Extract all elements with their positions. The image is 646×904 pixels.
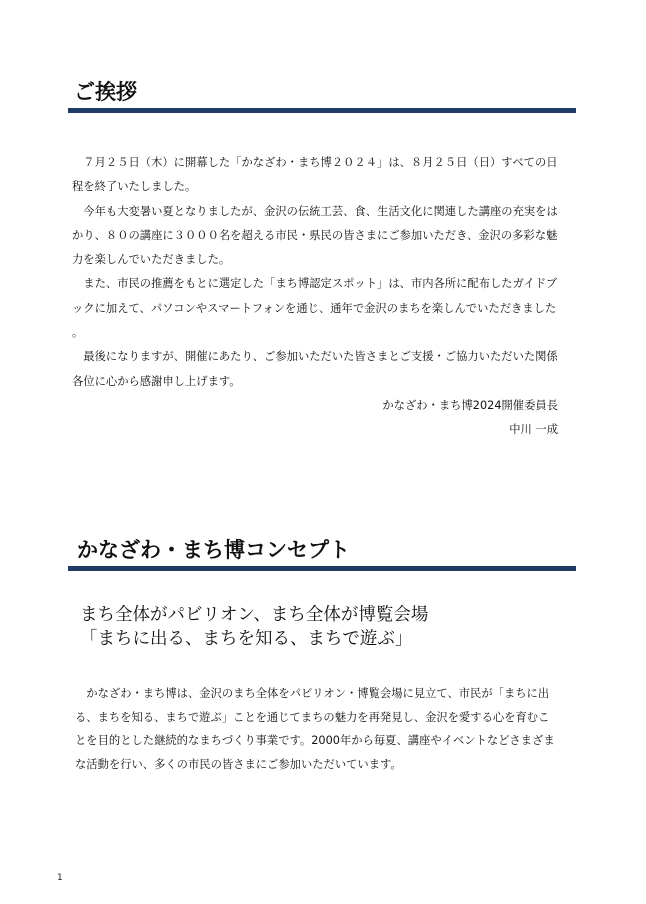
signature-name: 中川 一成 bbox=[509, 423, 558, 437]
greeting-heading: ご挨拶 bbox=[74, 80, 137, 104]
concept-paragraph: かなざわ・まち博は、金沢のまち全体をパビリオン・博覧会場に見立て、市民が「まちに出る、まちを知る、まちで遊ぶ」ことを通じてまちの魅力を再発見し、金沢を愛する心を育むことを目的とした継続的なまちづくり事業です。2000年から毎夏、講座やイベントなどさまざまな活動を行い、多くの市民の皆さまにご参加いただいています。 bbox=[75, 687, 555, 771]
greeting-body bbox=[72, 151, 560, 443]
concept-subtitle bbox=[80, 603, 560, 651]
signature-organization: かなざわ・まち博2024開催委員長 bbox=[382, 398, 558, 412]
concept-body bbox=[75, 682, 559, 776]
concept-subtitle-line-1: まち全体がパビリオン、まち全体が博覧会場 bbox=[80, 605, 429, 625]
page-number: 1 bbox=[57, 873, 63, 883]
concept-heading-rule bbox=[68, 566, 576, 571]
greeting-paragraph-2: 今年も大変暑い夏となりましたが、金沢の伝統工芸、食、生活文化に関連した講座の充実をはかり、８０の講座に３０００名を超える市民・県民の皆さまにご参加いただき、金沢の多彩な魅力を楽しんでいただきました。 bbox=[72, 204, 558, 267]
concept-heading: かなざわ・まち博コンセプト bbox=[77, 538, 350, 562]
greeting-paragraph-1: ７月２５日（木）に開幕した「かなざわ・まち博２０２４」は、８月２５日（日）すべての日程を終了いたしました。 bbox=[72, 156, 558, 194]
greeting-paragraph-4: 最後になりますが、開催にあたり、ご参加いただいた皆さまとご支援・ご協力いただいた関係各位に心から感謝申し上げます。 bbox=[72, 350, 558, 388]
greeting-heading-rule bbox=[68, 108, 576, 113]
greeting-paragraph-3: また、市民の推薦をもとに選定した「まち博認定スポット」は、市内各所に配布したガイドブックに加えて、パソコンやスマートフォンを通じ、通年で金沢のまちを楽しんでいただきました。 bbox=[72, 277, 558, 340]
concept-subtitle-line-2: 「まちに出る、まちを知る、まちで遊ぶ」 bbox=[80, 629, 413, 649]
